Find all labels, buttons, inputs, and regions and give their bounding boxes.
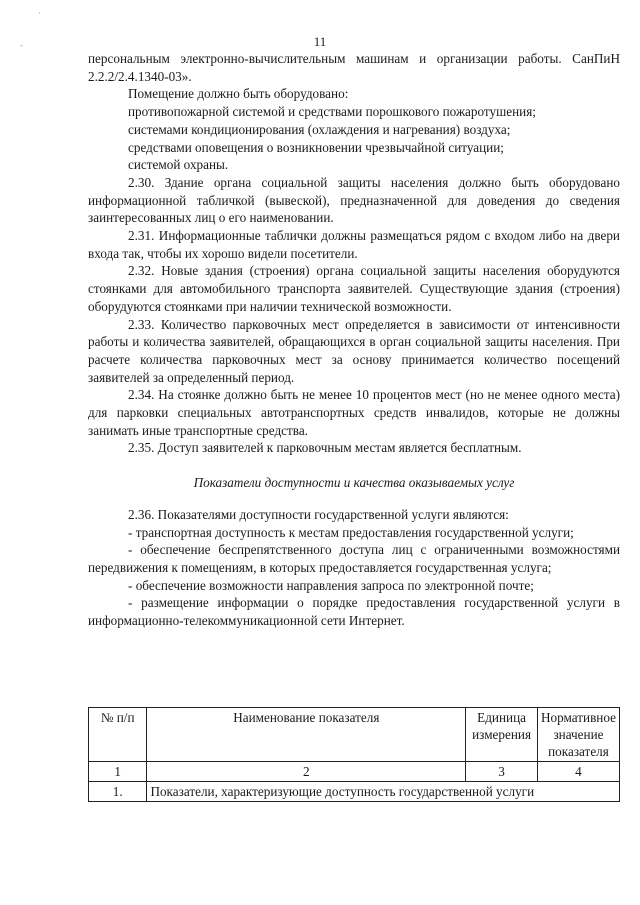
- header-indicator-name: Наименование показателя: [147, 708, 466, 762]
- row-section-title: Показатели, характеризующие доступность государственной услуги: [147, 782, 620, 802]
- list-item-air-conditioning: системами кондиционирования (охлаждения и нагревания) воздуха;: [128, 121, 511, 137]
- paragraph-2-31: 2.31. Информационные таблички должны размещаться рядом с входом либо на двери входа так, чтобы их хорошо видели посетители.: [88, 228, 620, 261]
- numbering-cell-2: 2: [147, 762, 466, 782]
- indicators-table: [88, 707, 620, 802]
- section-heading: Показатели доступности и качества оказываемых услуг: [193, 475, 515, 491]
- paragraph-equipment-intro: Помещение должно быть оборудовано:: [128, 86, 349, 102]
- table-numbering-row: [89, 762, 620, 782]
- header-number: № п/п: [89, 708, 147, 762]
- numbering-cell-3: 3: [466, 762, 538, 782]
- row-number: 1.: [89, 782, 147, 802]
- list-item-transport-access: - транспортная доступность к местам предоставления государственной услуги;: [128, 524, 574, 540]
- table-row: [89, 782, 620, 802]
- list-item-barrier-free-access: - обеспечение беспрепятственного доступа лиц с ограниченными возможностями передвижения к помещениям, в которых предоставляется государственная услуга;: [88, 542, 620, 575]
- list-item-emergency-alert: средствами оповещения о возникновении чрезвычайной ситуации;: [128, 139, 504, 155]
- document-body: [88, 50, 620, 630]
- page-number: 11: [313, 34, 327, 49]
- header-unit: Единица измерения: [466, 708, 538, 762]
- paragraph-2-32: 2.32. Новые здания (строения) органа социальной защиты населения оборудуются стоянками для автомобильного транспорта заявителей. Существующие здания (строения) оборудуются стоянками при наличии технической возможности.: [88, 263, 620, 314]
- scan-mark-left: -: [20, 40, 23, 50]
- paragraph-2-36: 2.36. Показателями доступности государственной услуги являются:: [128, 506, 509, 522]
- scan-mark-top: ·: [38, 8, 41, 18]
- paragraph-2-35: 2.35. Доступ заявителей к парковочным местам является бесплатным.: [128, 440, 522, 456]
- list-item-internet-info: - размещение информации о порядке предоставления государственной услуги в информационно-телекоммуникационной сети Интернет.: [88, 595, 620, 629]
- list-item-fire-system: противопожарной системой и средствами порошкового пожаротушения;: [128, 104, 536, 120]
- paragraph-2-33: 2.33. Количество парковочных мест определяется в зависимости от интенсивности работы и количества заявителей, обращающихся в орган социальной защиты населения. При расчете количества парковочных мест за основу принимается количество посещений заявителей за определенный период.: [88, 316, 620, 385]
- table-header-row: [89, 708, 620, 762]
- header-normative-value: Нормативное значение показателя: [537, 708, 619, 762]
- list-item-email-requests: - обеспечение возможности направления запроса по электронной почте;: [128, 577, 534, 593]
- list-item-security-system: системой охраны.: [128, 157, 229, 173]
- paragraph-2-34: 2.34. На стоянке должно быть не менее 10 процентов мест (но не менее одного места) для парковки специальных автотранспортных средств инвалидов, которые не должны занимать иные транспортные средства.: [88, 387, 620, 438]
- numbering-cell-4: 4: [537, 762, 619, 782]
- paragraph-2-30: 2.30. Здание органа социальной защиты населения должно быть оборудовано информационной табличкой (вывеской), предназначенной для доведения до сведения заинтересованных лиц о его наименовании.: [88, 174, 620, 226]
- numbering-cell-1: 1: [89, 762, 147, 782]
- paragraph-sanpin: персональным электронно-вычислительным машинам и организации работы. СанПиН 2.2.2/2.4.1340-03».: [88, 51, 620, 84]
